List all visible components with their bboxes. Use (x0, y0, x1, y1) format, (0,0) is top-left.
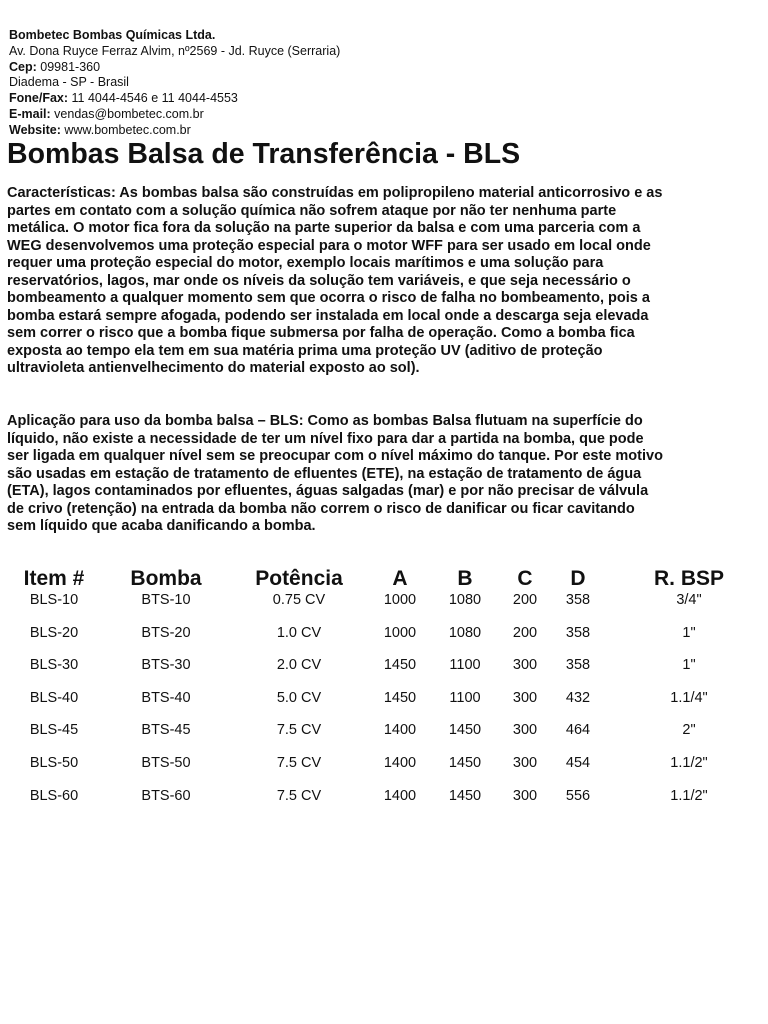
cell-a: 1400 (383, 754, 417, 771)
header-item: Item # (23, 567, 85, 590)
cell-bomba: BTS-20 (141, 624, 191, 641)
table-row (0, 722, 768, 755)
cell-b: 1100 (449, 657, 481, 674)
cell-potencia: 7.5 CV (276, 722, 322, 739)
cell-b: 1450 (448, 754, 482, 771)
cell-item: BLS-30 (29, 657, 79, 674)
cell-r-bsp: 1" (682, 624, 696, 641)
cell-a: 1400 (383, 722, 417, 739)
cep-value: 09981-360 (40, 59, 101, 74)
cell-b: 1100 (449, 689, 481, 706)
cell-item: BLS-50 (29, 754, 79, 771)
page-title: Bombas Balsa de Transferência - BLS (7, 138, 521, 170)
cell-bomba: BTS-50 (141, 754, 191, 771)
cell-c: 300 (512, 787, 538, 804)
cell-potencia: 7.5 CV (276, 787, 322, 804)
cell-r-bsp: 1" (682, 657, 696, 674)
phone-label: Fone/Fax: (9, 91, 69, 106)
website-value: www.bombetec.com.br (64, 122, 191, 137)
cell-d: 464 (565, 722, 591, 739)
table-row (0, 592, 768, 625)
company-city: Diadema - SP - Brasil (9, 75, 129, 90)
cell-d: 454 (565, 754, 591, 771)
cell-a: 1000 (383, 592, 417, 608)
cell-potencia: 5.0 CV (276, 689, 322, 706)
company-address: Av. Dona Ruyce Ferraz Alvim, nº2569 - Jd. Ruyce (Serraria) (9, 43, 341, 58)
cell-item: BLS-45 (29, 722, 79, 739)
pump-spec-table (0, 566, 768, 820)
header-r-bsp: R. BSP (653, 567, 724, 590)
header-a: A (392, 567, 408, 590)
cell-potencia: 0.75 CV (272, 592, 326, 608)
email-line (9, 107, 709, 123)
header-c: C (517, 567, 533, 590)
cell-c: 200 (512, 592, 538, 608)
cell-d: 556 (565, 787, 591, 804)
table-row (0, 625, 768, 658)
website-label: Website: (9, 122, 61, 137)
cell-item: BLS-20 (29, 624, 79, 641)
cell-b: 1450 (448, 787, 482, 804)
header-b: B (457, 567, 473, 590)
cell-bomba: BTS-30 (141, 657, 191, 674)
table-row (0, 657, 768, 690)
cell-d: 358 (565, 624, 591, 641)
email-label: E-mail: (9, 106, 51, 121)
email-value: vendas@bombetec.com.br (54, 106, 204, 121)
cell-r-bsp: 1.1/2" (670, 754, 708, 771)
cell-r-bsp: 1.1/4" (670, 689, 708, 706)
cell-r-bsp: 3/4" (676, 592, 702, 608)
cell-c: 300 (512, 722, 538, 739)
phone-line (9, 91, 709, 107)
cell-potencia: 1.0 CV (276, 624, 322, 641)
header-d: D (570, 567, 586, 590)
cell-bomba: BTS-60 (141, 787, 191, 804)
phone-value: 11 4044-4546 e 11 4044-4553 (71, 91, 238, 106)
table-row (0, 755, 768, 788)
cell-c: 200 (512, 624, 538, 641)
table-row (0, 690, 768, 723)
cell-bomba: BTS-40 (141, 689, 191, 706)
cell-r-bsp: 2" (682, 722, 696, 739)
cell-item: BLS-40 (29, 689, 79, 706)
cell-d: 358 (565, 592, 591, 608)
cell-potencia: 7.5 CV (276, 754, 322, 771)
cell-a: 1000 (383, 624, 417, 641)
cell-item: BLS-10 (29, 592, 79, 608)
cell-bomba: BTS-10 (141, 592, 191, 608)
company-header (9, 28, 709, 139)
cell-c: 300 (512, 754, 538, 771)
cell-item: BLS-60 (29, 787, 79, 804)
cell-b: 1080 (448, 624, 482, 641)
cell-potencia: 2.0 CV (276, 657, 322, 674)
cell-d: 432 (565, 689, 591, 706)
table-body (0, 592, 768, 820)
cell-b: 1450 (448, 722, 482, 739)
application-paragraph: Aplicação para uso da bomba balsa – BLS: Como as bombas Balsa flutuam na superfície do líquido, não existe a necessidade de ter um nível fixo para dar a partida na bomba, que pode ser ligada em qualquer nível sem se preocupar com o nível máximo do tanque. Por este motivo são usadas em estação de tratamento de efluentes (ETE), na estação de tratamento de água (ETA), lagos contaminados por efluentes, águas salgadas (mar) e por não precisar de válvula de crivo (retenção) na entrada da bomba não correm o risco de danificar ou ficar cavitando sem líquido que acaba danificando a bomba. (7, 413, 663, 535)
table-row (0, 788, 768, 821)
company-name: Bombetec Bombas Químicas Ltda. (9, 28, 216, 42)
header-potencia: Potência (255, 567, 343, 590)
characteristics-paragraph: Características: As bombas balsa são construídas em polipropileno material anticorrosivo e as partes em contato com a solução química não sofrem ataque por não ter nenhuma parte metálica. O motor fica fora da solução na parte superior da balsa e com uma parceria com a WEG desenvolvemos uma proteção especial para o motor WFF para ser usado em local onde requer uma proteção especial do motor, exemplo locais marítimos e uma solução para reservatórios, lagos, mar onde os níveis da solução tem variáveis, e que seja necessário o bombeamento a qualquer momento sem que ocorra o risco de falha no bombeamento, pois a bomba estará sempre afogada, podendo ser instalada em local onde a descarga seja elevada sem correr o risco que a bomba fique submersa por falha de operação. Como a bomba fica exposta ao tempo ela tem em sua matéria prima uma proteção UV (aditivo de proteção ultravioleta antienvelhecimento do material exposto ao sol). (7, 185, 663, 377)
cell-a: 1400 (383, 787, 417, 804)
header-bomba: Bomba (130, 567, 202, 590)
cell-bomba: BTS-45 (141, 722, 191, 739)
cep-line (9, 60, 709, 76)
cell-b: 1080 (448, 592, 482, 608)
cell-r-bsp: 1.1/2" (670, 787, 708, 804)
cell-d: 358 (565, 657, 591, 674)
cep-label: Cep: (9, 59, 37, 74)
cell-a: 1450 (383, 689, 417, 706)
table-header-row (0, 566, 768, 592)
cell-c: 300 (512, 657, 538, 674)
cell-c: 300 (512, 689, 538, 706)
cell-a: 1450 (383, 657, 417, 674)
